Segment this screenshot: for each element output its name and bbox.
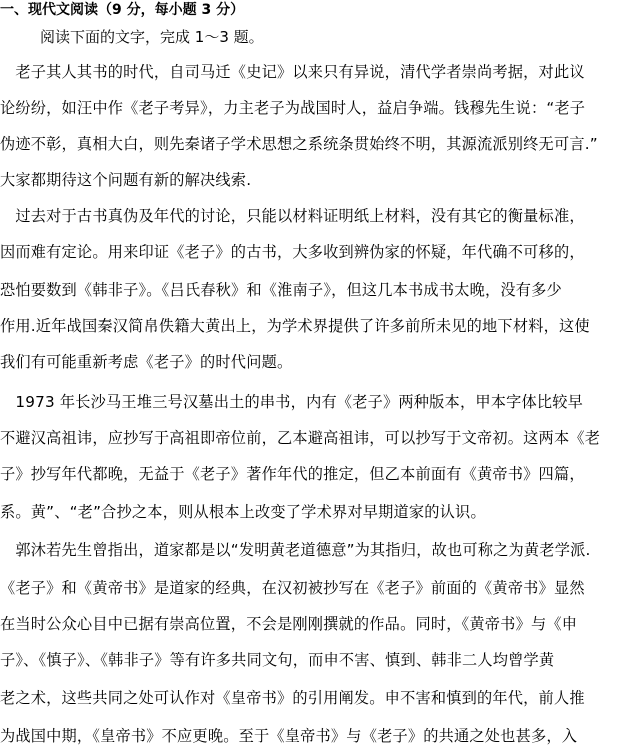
text-line: 在当时公众心目中已据有崇高位置，不会是刚刚撰就的作品。同时，《黄帝书》与《申: [0, 615, 578, 633]
text-line: 子》、《慎子》、《韩非子》等有许多共同文句，而申不害、慎到、韩非二人均曾学黄: [0, 651, 555, 669]
text-line: 子》抄写年代都晚，无益于《老子》著作年代的推定，但乙本前面有《黄帝书》四篇，: [0, 465, 585, 483]
text-line: 因而难有定论。用来印证《老子》的古书，大多收到辨伪家的怀疑，年代确不可移的，: [0, 243, 585, 261]
text-line: 老子其人其书的时代，自司马迁《史记》以来只有异说，清代学者崇尚考据，对此议: [0, 63, 585, 81]
text-line: 郭沐若先生曾指出，道家都是以“发明黄老道德意”为其指归，故也可称之为黄老学派.: [0, 541, 591, 559]
text-line: 伪迹不彰，真相大白，则先秦诸子学术思想之系统条贯始终不明，其源流派别终无可言.”: [0, 135, 598, 153]
text-line: 《老子》和《黄帝书》是道家的经典，在汉初被抄写在《老子》前面的《黄帝书》显然: [0, 579, 585, 597]
section-heading: 一、现代文阅读（9 分，每小题 3 分）: [0, 2, 245, 18]
text-line: 为战国中期，《皇帝书》不应更晚。至于《皇帝书》与《老子》的共通之处也甚多，入: [0, 727, 578, 745]
text-line: 不避汉高祖讳，应抄写于高祖即帝位前，乙本避高祖讳，可以抄写于文帝初。这两本《老: [0, 429, 601, 447]
reading-instruction: 阅读下面的文字，完成 1～3 题。: [40, 28, 264, 46]
text-line: 大家都期待这个问题有新的解决线索.: [0, 171, 252, 189]
text-line: 论纷纷，如汪中作《老子考异》，力主老子为战国时人，益启争端。钱穆先生说：“老子: [0, 99, 586, 117]
text-line: 老之术，这些共同之处可认作对《皇帝书》的引用阐发。申不害和慎到的年代，前人推: [0, 689, 585, 707]
text-line: 1973 年长沙马王堆三号汉墓出土的串书，内有《老子》两种版本，甲本字体比较早: [0, 393, 584, 411]
text-line: 过去对于古书真伪及年代的讨论，只能以材料证明纸上材料，没有其它的衡量标准，: [0, 207, 585, 225]
text-line: 我们有可能重新考虑《老子》的时代问题。: [0, 353, 293, 371]
text-line: 恐怕要数到《韩非子》。《吕氏春秋》和《淮南子》，但这几本书成书太晚，没有多少: [0, 281, 562, 299]
text-line: 系。黄”、“老”合抄之本，则从根本上改变了学术界对早期道家的认识。: [0, 503, 486, 521]
text-line: 作用.近年战国秦汉简帛佚籍大黄出上，为学术界提供了许多前所未见的地下材料，这使: [0, 317, 590, 335]
